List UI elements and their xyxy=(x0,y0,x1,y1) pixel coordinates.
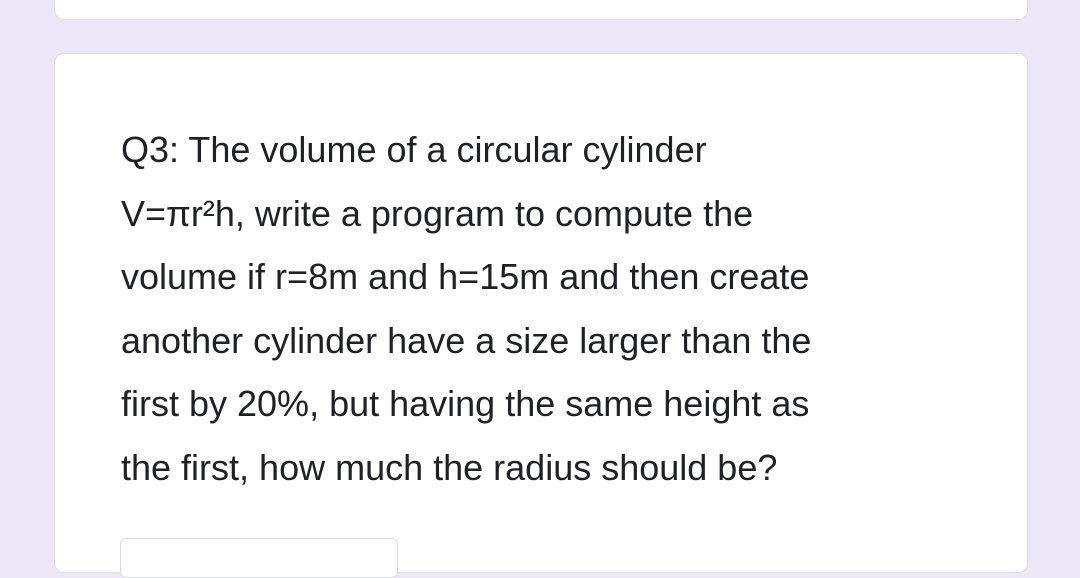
question-text xyxy=(121,118,1001,499)
question-line: volume if r=8m and h=15m and then create xyxy=(121,256,810,297)
question-line: the first, how much the radius should be? xyxy=(121,446,778,488)
answer-input[interactable] xyxy=(120,538,398,578)
question-line: V=πr²h, write a program to compute the xyxy=(121,192,754,234)
previous-question-card xyxy=(54,0,1028,20)
question-line: Q3: The volume of a circular cylinder xyxy=(121,129,707,170)
question-line: another cylinder have a size larger than the xyxy=(121,319,812,361)
question-line: first by 20%, but having the same height as xyxy=(121,383,810,424)
